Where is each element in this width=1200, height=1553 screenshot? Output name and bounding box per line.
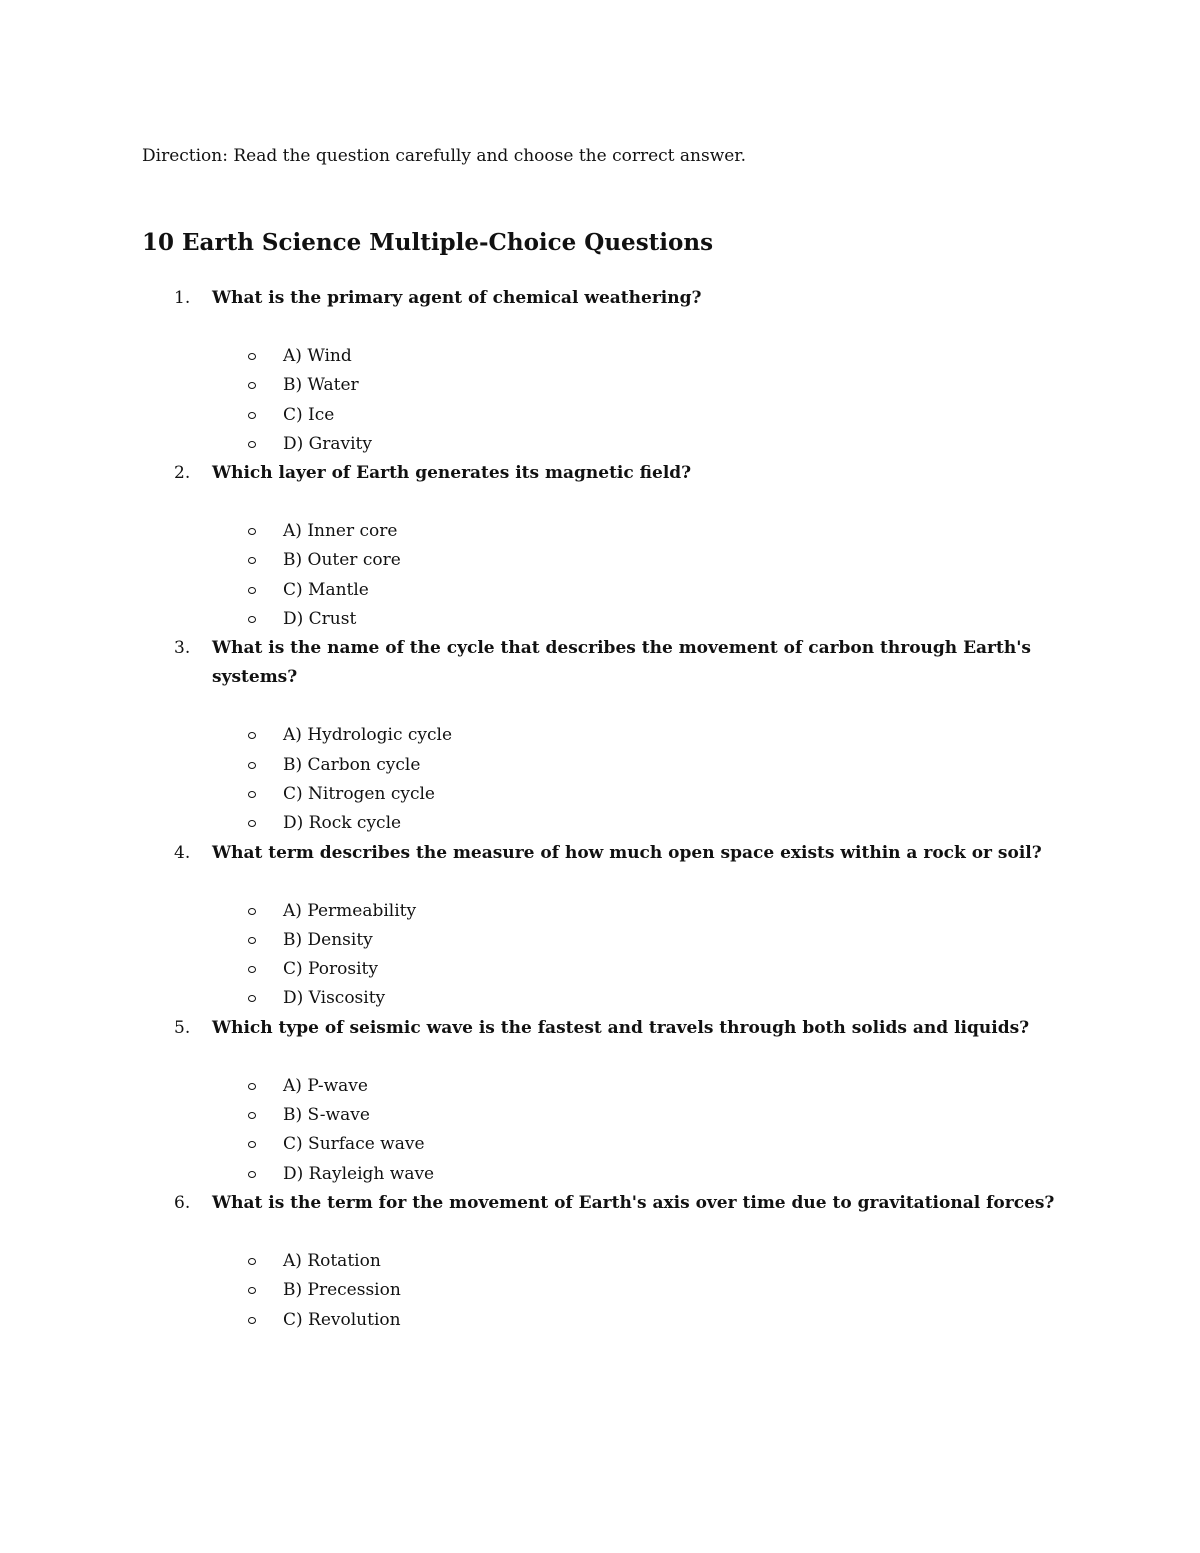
- option-text: D) Rock cycle: [283, 813, 402, 834]
- option-item: [0, 430, 1200, 459]
- option-item: [0, 1130, 1200, 1159]
- option-item: [0, 721, 1200, 750]
- option-item: [0, 546, 1200, 575]
- option-item: [0, 1247, 1200, 1276]
- option-item: [0, 342, 1200, 371]
- option-text: D) Gravity: [283, 433, 372, 454]
- question-number: 4.: [174, 842, 191, 863]
- question-item: [0, 634, 1200, 838]
- option-text: B) Precession: [283, 1280, 401, 1301]
- circle-bullet-icon: [248, 762, 256, 769]
- option-text: A) P-wave: [283, 1075, 368, 1096]
- circle-bullet-icon: [248, 995, 256, 1002]
- option-text: C) Porosity: [283, 959, 378, 980]
- option-text: C) Nitrogen cycle: [283, 783, 435, 804]
- page-title: 10 Earth Science Multiple-Choice Questions: [142, 229, 714, 256]
- circle-bullet-icon: [248, 1258, 256, 1265]
- option-item: [0, 751, 1200, 780]
- question-item: [0, 1014, 1200, 1189]
- option-text: B) Water: [283, 375, 359, 396]
- circle-bullet-icon: [248, 1317, 256, 1324]
- question-item: [0, 839, 1200, 1014]
- circle-bullet-icon: [248, 528, 256, 535]
- question-text: What is the term for the movement of Earth's axis over time due to gravitational forces?: [212, 1192, 1055, 1213]
- option-item: [0, 897, 1200, 926]
- circle-bullet-icon: [248, 1141, 256, 1148]
- option-list: [0, 517, 1200, 634]
- option-text: D) Crust: [283, 609, 357, 630]
- circle-bullet-icon: [248, 1083, 256, 1090]
- option-text: B) Carbon cycle: [283, 754, 421, 775]
- circle-bullet-icon: [248, 441, 256, 448]
- circle-bullet-icon: [248, 937, 256, 944]
- option-text: C) Mantle: [283, 579, 369, 600]
- question-text: Which layer of Earth generates its magnetic field?: [212, 463, 692, 484]
- option-text: D) Viscosity: [283, 988, 386, 1009]
- circle-bullet-icon: [248, 382, 256, 389]
- question-number: 3.: [174, 638, 191, 659]
- option-item: [0, 926, 1200, 955]
- question-number: 5.: [174, 1017, 191, 1038]
- option-text: B) Outer core: [283, 550, 401, 571]
- circle-bullet-icon: [248, 908, 256, 915]
- question-item: [0, 459, 1200, 634]
- option-list: [0, 721, 1200, 838]
- question-item: [0, 284, 1200, 459]
- option-text: A) Hydrologic cycle: [283, 725, 453, 746]
- circle-bullet-icon: [248, 966, 256, 973]
- circle-bullet-icon: [248, 1171, 256, 1178]
- question-list: [0, 284, 1200, 1335]
- direction-text: Direction: Read the question carefully and choose the correct answer.: [142, 146, 746, 166]
- option-item: [0, 1160, 1200, 1189]
- circle-bullet-icon: [248, 587, 256, 594]
- option-item: [0, 1101, 1200, 1130]
- option-text: C) Ice: [283, 404, 335, 425]
- question-text: Which type of seismic wave is the fastest and travels through both solids and liquids?: [212, 1017, 1030, 1038]
- option-list: [0, 897, 1200, 1014]
- circle-bullet-icon: [248, 1287, 256, 1294]
- circle-bullet-icon: [248, 557, 256, 564]
- option-text: C) Surface wave: [283, 1134, 425, 1155]
- question-text: What term describes the measure of how much open space exists within a rock or soil?: [212, 842, 1042, 863]
- option-text: A) Inner core: [283, 521, 398, 542]
- option-list: [0, 1072, 1200, 1189]
- option-item: [0, 401, 1200, 430]
- option-item: [0, 1306, 1200, 1335]
- question-number: 1.: [174, 288, 191, 308]
- circle-bullet-icon: [248, 1112, 256, 1119]
- question-item: [0, 1189, 1200, 1335]
- circle-bullet-icon: [248, 820, 256, 827]
- circle-bullet-icon: [248, 412, 256, 419]
- circle-bullet-icon: [248, 732, 256, 739]
- option-text: B) Density: [283, 929, 373, 950]
- circle-bullet-icon: [248, 791, 256, 798]
- option-text: A) Wind: [283, 346, 352, 366]
- question-number: 2.: [174, 463, 191, 484]
- option-text: C) Revolution: [283, 1309, 401, 1330]
- option-item: [0, 371, 1200, 400]
- option-item: [0, 605, 1200, 634]
- circle-bullet-icon: [248, 353, 256, 360]
- option-text: A) Rotation: [283, 1250, 381, 1271]
- option-text: B) S-wave: [283, 1105, 370, 1126]
- option-item: [0, 517, 1200, 546]
- question-text: What is the primary agent of chemical weathering?: [212, 288, 702, 308]
- option-item: [0, 955, 1200, 984]
- question-number: 6.: [174, 1192, 191, 1213]
- option-item: [0, 576, 1200, 605]
- option-item: [0, 809, 1200, 838]
- option-item: [0, 780, 1200, 809]
- option-item: [0, 1276, 1200, 1305]
- option-item: [0, 984, 1200, 1013]
- question-text: What is the name of the cycle that describes the movement of carbon through Earth's systems?: [212, 638, 1031, 688]
- option-text: A) Permeability: [283, 900, 417, 921]
- option-list: [0, 1247, 1200, 1335]
- option-list: [0, 342, 1200, 459]
- option-item: [0, 1072, 1200, 1101]
- option-text: D) Rayleigh wave: [283, 1163, 435, 1184]
- circle-bullet-icon: [248, 616, 256, 623]
